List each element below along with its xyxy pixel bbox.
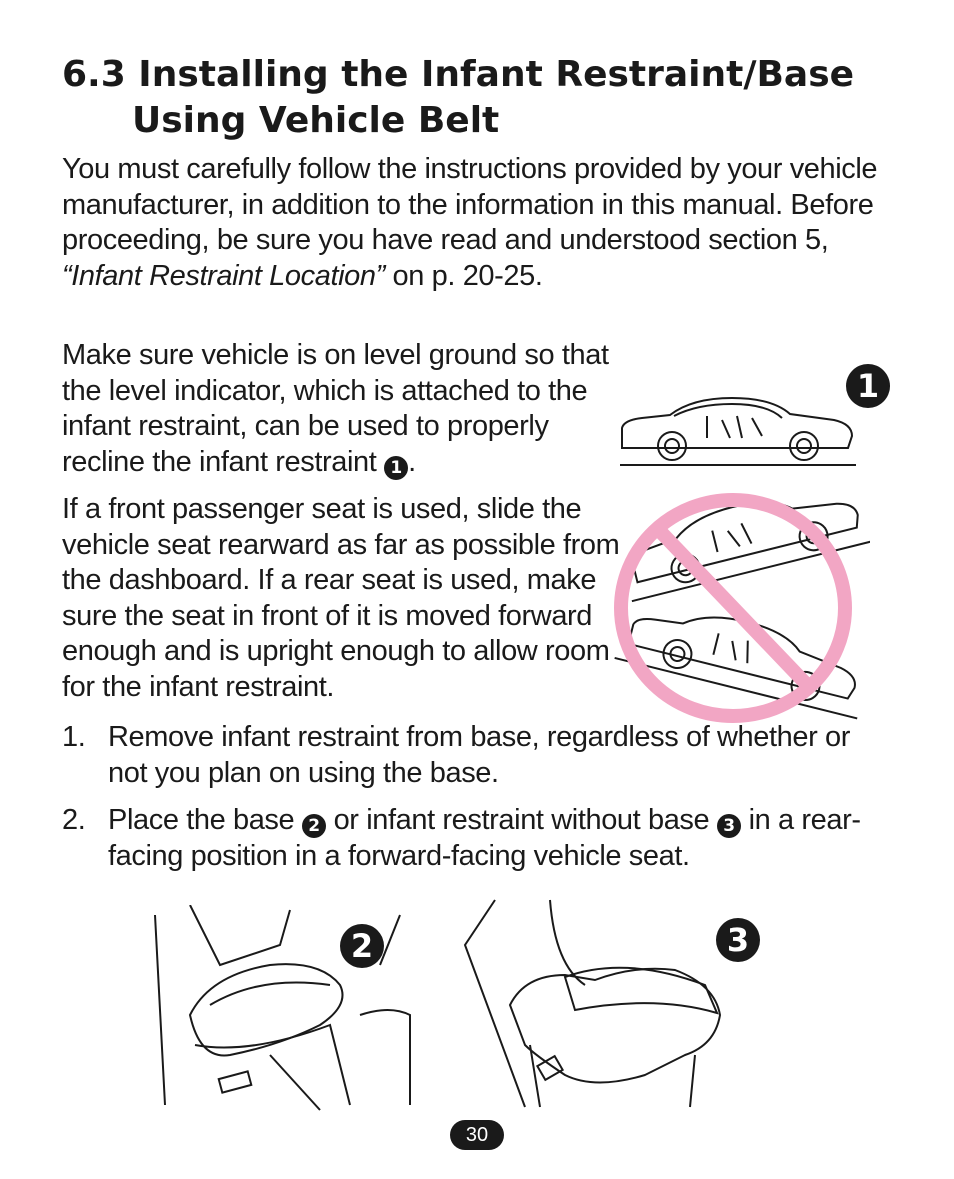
figure-3-badge-inline: 3: [717, 814, 741, 838]
heading-line-2: Using Vehicle Belt: [132, 100, 500, 141]
level-car-illustration: [612, 390, 862, 470]
intro-reference: “Infant Restraint Location”: [62, 259, 385, 292]
restraint-without-base-illustration: [455, 895, 735, 1110]
vehicle-seat-back: [155, 905, 290, 1105]
section-heading: [62, 52, 922, 144]
level-ground-suffix: .: [408, 445, 416, 478]
intro-paragraph: [62, 152, 882, 294]
level-ground-text: Make sure vehicle is on level ground so that the level indicator, which is attached to the infant restraint, can be used to properly recline the infant restraint: [62, 339, 609, 478]
carrier-canopy: [565, 968, 717, 1013]
step-2-text-b: or infant restraint without base: [325, 804, 717, 836]
car-window-line: [674, 404, 782, 418]
figure-2-badge-inline: 2: [302, 814, 326, 838]
seat-position-paragraph: If a front passenger seat is used, slide the vehicle seat rearward as far as possible from the dashboard. If a rear seat is used, make sure the seat in front of it is moved forward enough and is upright enough to allow room for the infant restraint.: [62, 493, 620, 703]
belt-clip: [537, 1056, 562, 1080]
step-2: [62, 803, 862, 874]
step-1-text: Remove infant restraint from base, regardless of whether or not you plan on using the base.: [108, 721, 851, 789]
step-2-number: 2.: [62, 804, 86, 836]
intro-text: You must carefully follow the instructions provided by your vehicle manufacturer, in addition to the information in this manual. Before proceeding, be sure you have read and understood section 5,: [62, 153, 878, 256]
seat-belt-buckle: [219, 1071, 252, 1092]
prohibition-sign-icon: [621, 500, 845, 716]
car-front-wheel: [658, 432, 686, 460]
step-2-text-a: Place the base: [108, 804, 302, 836]
vehicle-door-frame: [465, 900, 525, 1107]
heading-line-1: 6.3 Installing the Infant Restraint/Base: [62, 54, 855, 95]
figure-1-badge: 1: [846, 364, 890, 408]
figure-3-badge: 3: [716, 918, 760, 962]
base-in-seat-illustration: [150, 905, 420, 1115]
intro-suffix: on p. 20-25.: [384, 259, 543, 292]
step-2-text-c: in a rear-facing position in a forward-facing vehicle seat.: [108, 804, 861, 872]
page-number: 30: [450, 1120, 504, 1150]
infant-carrier-shell: [510, 969, 720, 1083]
infant-base: [190, 964, 343, 1055]
car-rear-wheel: [790, 432, 818, 460]
step-1-number: 1.: [62, 721, 86, 753]
incline-prohibited-illustration: [605, 490, 870, 740]
figure-1-badge-inline: 1: [384, 456, 408, 480]
figure-2-badge: 2: [340, 924, 384, 968]
level-ground-paragraph: [62, 338, 622, 480]
step-2-text: [108, 803, 862, 874]
